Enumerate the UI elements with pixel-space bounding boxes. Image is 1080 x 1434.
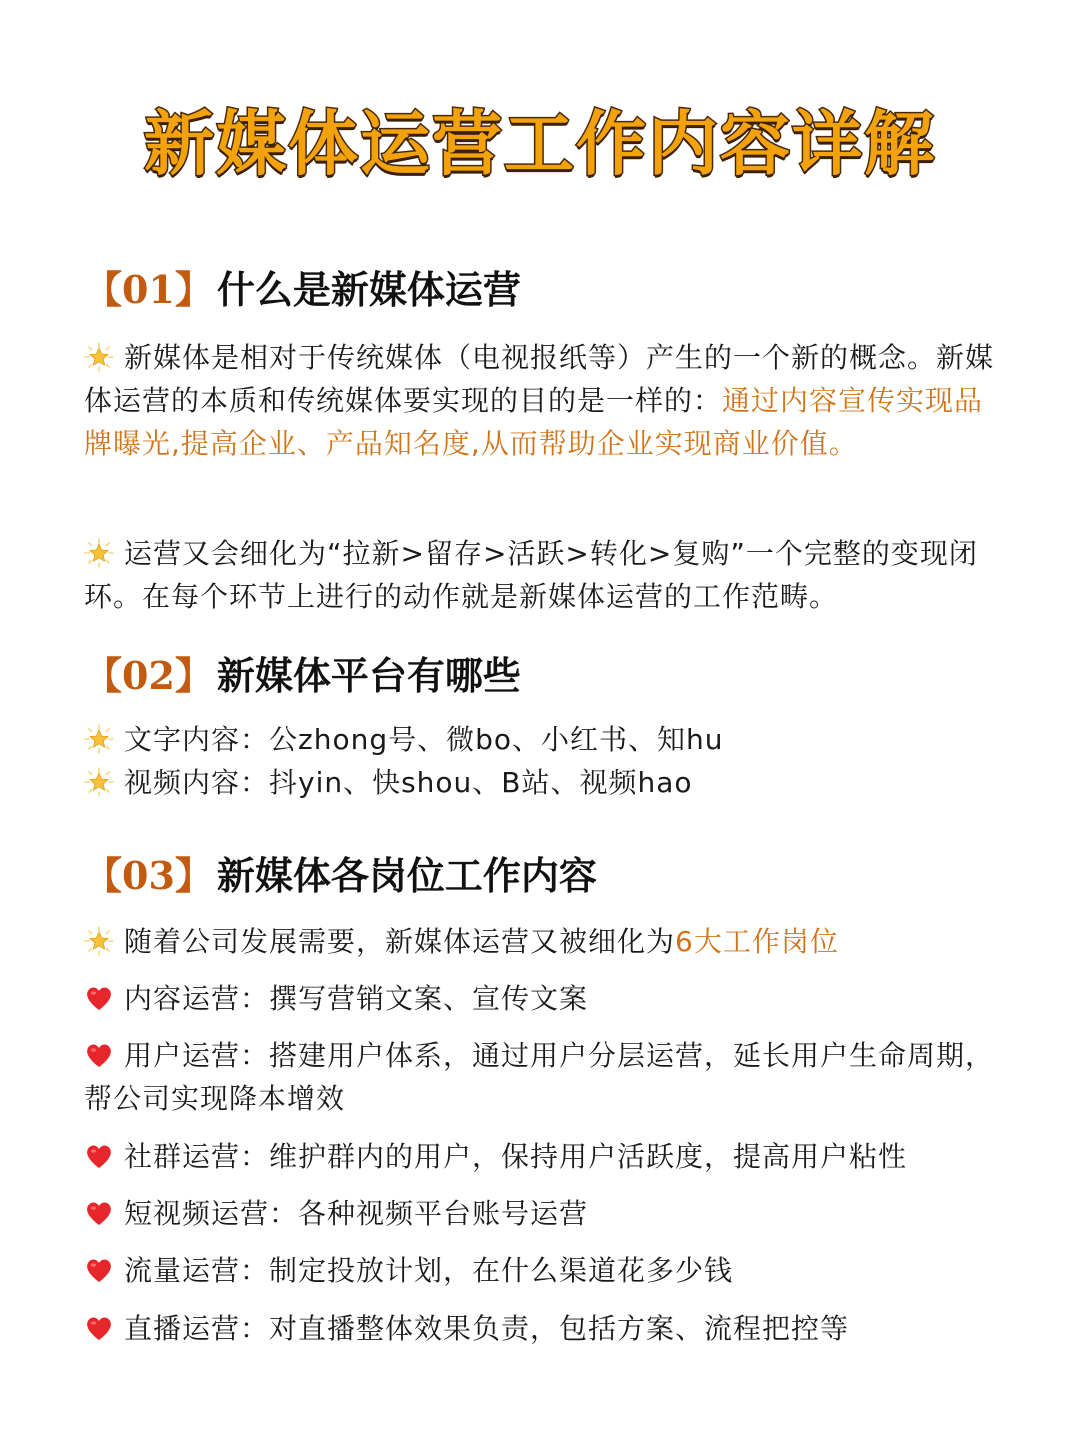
section-number: 【03】 <box>84 853 213 898</box>
red-heart-icon <box>84 1040 114 1070</box>
red-heart-icon <box>84 1255 114 1285</box>
list-item <box>84 718 996 761</box>
list-item-text: 视频内容：抖yin、快shou、B站、视频hao <box>124 766 693 799</box>
section-heading <box>84 262 996 318</box>
section-heading <box>84 848 996 904</box>
list-item <box>84 1249 996 1292</box>
list-item-text: 社群运营：维护群内的用户，保持用户活跃度，提高用户粘性 <box>124 1140 908 1173</box>
red-heart-icon <box>84 983 114 1013</box>
list-item <box>84 1307 996 1350</box>
red-heart-icon <box>84 1198 114 1228</box>
section-title: 新媒体平台有哪些 <box>216 653 521 698</box>
list-item-text: 文字内容：公zhong号、微bo、小红书、知hu <box>124 723 724 756</box>
job-item-5 <box>84 1249 996 1292</box>
section-title: 新媒体各岗位工作内容 <box>216 853 597 898</box>
page-title: 新媒体运营工作内容详解 <box>144 102 936 185</box>
list-item <box>84 1034 996 1120</box>
list-item-text: 用户运营：搭建用户体系，通过用户分层运营，延长用户生命周期，帮公司实现降本增效 <box>84 1039 995 1115</box>
list-item <box>84 977 996 1020</box>
glowing-star-icon <box>84 926 114 956</box>
paragraph <box>84 336 996 465</box>
section-02 <box>84 648 996 704</box>
highlighted-text: 通过内容宣传实现品牌曝光,提高企业、产品知名度,从而帮助企业实现商业价值。 <box>84 384 984 460</box>
section-heading <box>84 648 996 704</box>
list-item <box>84 761 996 804</box>
list-item-text: 流量运营：制定投放计划，在什么渠道花多少钱 <box>124 1254 734 1287</box>
section-01-paragraph-1 <box>84 336 996 465</box>
paragraph-text: 新媒体是相对于传统媒体（电视报纸等）产生的一个新的概念。新媒体运营的本质和传统媒体要实现的目的是一样的： <box>84 341 995 417</box>
job-item-2 <box>84 1034 996 1120</box>
list-item-text: 短视频运营：各种视频平台账号运营 <box>124 1197 589 1230</box>
list-item <box>84 1192 996 1235</box>
list-item-text: 直播运营：对直播整体效果负责，包括方案、流程把控等 <box>124 1312 850 1345</box>
job-item-1 <box>84 977 996 1020</box>
highlighted-text: 6大工作岗位 <box>675 925 839 958</box>
job-item-3 <box>84 1135 996 1178</box>
job-item-4 <box>84 1192 996 1235</box>
job-item-6 <box>84 1307 996 1350</box>
list-item-text: 内容运营：撰写营销文案、宣传文案 <box>124 982 589 1015</box>
section-title: 什么是新媒体运营 <box>216 267 521 312</box>
paragraph <box>84 920 996 963</box>
section-02-list <box>84 718 996 804</box>
paragraph <box>84 532 996 618</box>
section-01 <box>84 262 996 318</box>
section-number: 【01】 <box>84 267 213 312</box>
paragraph-text: 运营又会细化为“拉新>留存>活跃>转化>复购”一个完整的变现闭环。在每个环节上进行的动作就是新媒体运营的工作范畴。 <box>84 537 978 613</box>
list-item <box>84 1135 996 1178</box>
glowing-star-icon <box>84 767 114 797</box>
glowing-star-icon <box>84 342 114 372</box>
section-number: 【02】 <box>84 653 213 698</box>
paragraph-text: 随着公司发展需要，新媒体运营又被细化为 <box>124 925 676 958</box>
section-03 <box>84 848 996 904</box>
red-heart-icon <box>84 1313 114 1343</box>
section-01-paragraph-2 <box>84 532 996 618</box>
glowing-star-icon <box>84 724 114 754</box>
red-heart-icon <box>84 1141 114 1171</box>
section-03-intro <box>84 920 996 963</box>
glowing-star-icon <box>84 538 114 568</box>
